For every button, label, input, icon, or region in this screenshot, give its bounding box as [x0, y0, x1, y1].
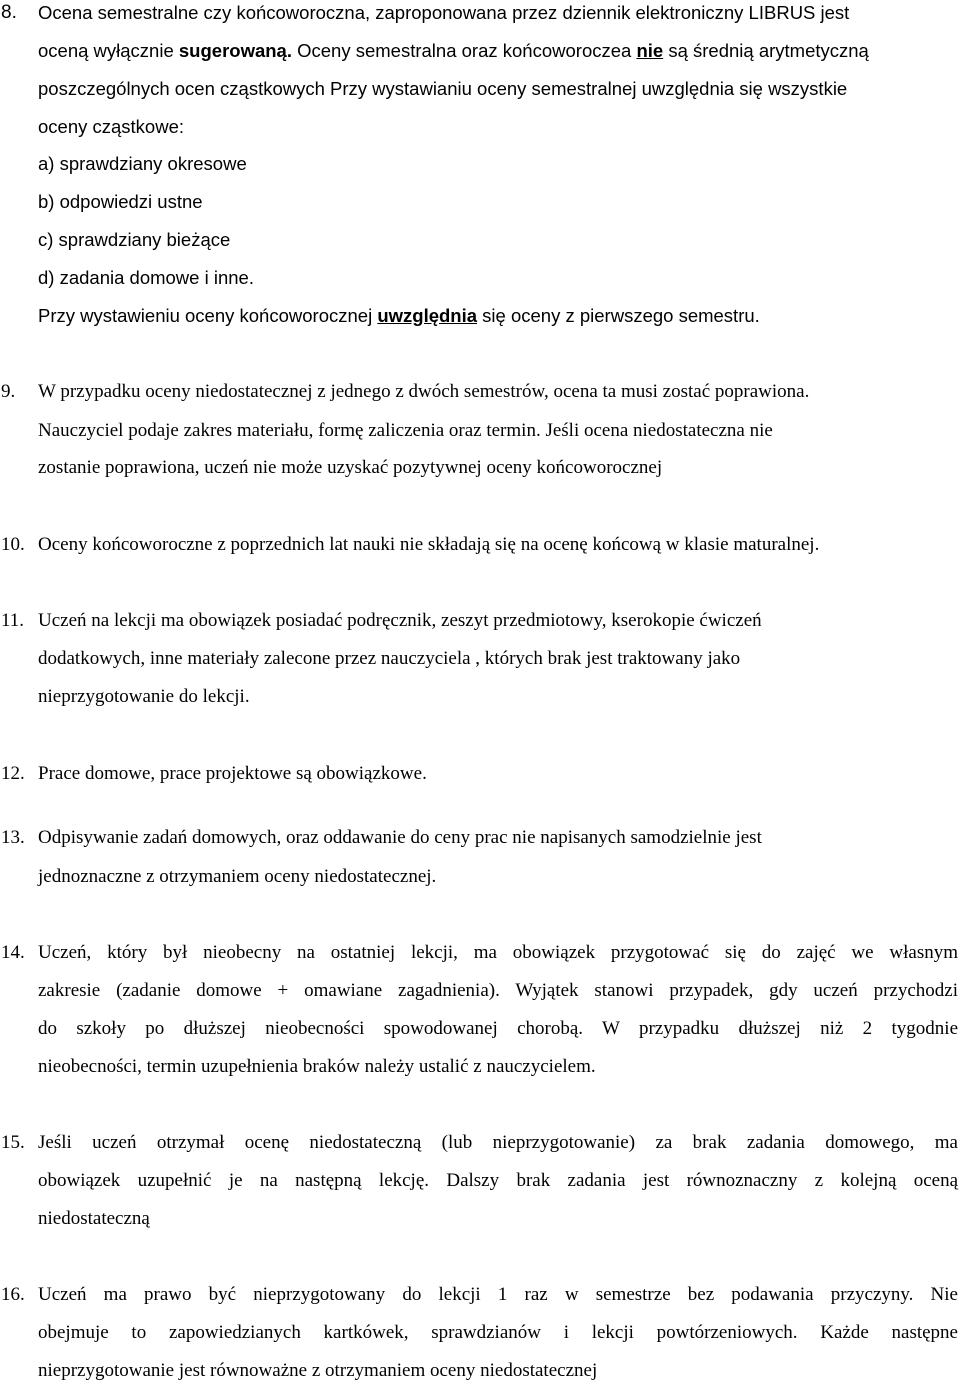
item-line: nieprzygotowanie do lekcji. [38, 686, 250, 707]
item-line: oceny cząstkowe: [38, 116, 185, 137]
item-line: Uczeń na lekcji ma obowiązek posiadać podręcznik, zeszyt przedmiotowy, kserokopie ćwiczeń [38, 610, 762, 631]
item-number: 11. [1, 610, 25, 631]
item-line: W przypadku oceny niedostatecznej z jednego z dwóch semestrów, ocena ta musi zostać poprawiona. [38, 381, 810, 402]
item-line: Nauczyciel podaje zakres materiału, formę zaliczenia oraz termin. Jeśli ocena niedostateczna nie [38, 420, 773, 441]
item-line: obejmuje to zapowiedzianych kartkówek, sprawdzianów i lekcji powtórzeniowych. Każde następne [38, 1322, 958, 1343]
text-run: Przy wystawieniu oceny końcoworocznej [38, 305, 378, 326]
item-line: Uczeń, który był nieobecny na ostatniej lekcji, ma obowiązek przygotować się do zajęć we własnym [38, 942, 958, 963]
item-line: zakresie (zadanie domowe + omawiane zagadnienia). Wyjątek stanowi przypadek, gdy uczeń przychodzi [38, 980, 958, 1001]
item-line [38, 40, 869, 62]
item-line: Odpisywanie zadań domowych, oraz oddawanie do ceny prac nie napisanych samodzielnie jest [38, 827, 762, 848]
text-run: oceną wyłącznie [38, 40, 179, 61]
item-line: Ocena semestralne czy końcoworoczna, zaproponowana przez dziennik elektroniczny LIBRUS jest [38, 2, 850, 23]
item-line: nieprzygotowanie jest równoważne z otrzymaniem oceny niedostatecznej [38, 1360, 598, 1381]
item-line: nieobecności, termin uzupełnienia braków należy ustalić z nauczycielem. [38, 1056, 596, 1077]
item-line: niedostateczną [38, 1208, 150, 1229]
text-run: się oceny z pierwszego semestru. [477, 305, 760, 326]
list-item: d) zadania domowe i inne. [38, 267, 254, 288]
item-line: Oceny końcoworoczne z poprzednich lat nauki nie składają się na ocenę końcową w klasie maturalnej. [38, 534, 820, 555]
item-line: dodatkowych, inne materiały zalecone przez nauczyciela , których brak jest traktowany jako [38, 648, 741, 669]
item-number: 10. [1, 534, 25, 555]
item-line: jednoznaczne z otrzymaniem oceny niedostatecznej. [38, 866, 437, 887]
item-line: Uczeń ma prawo być nieprzygotowany do lekcji 1 raz w semestrze bez podawania przyczyny. Nie [38, 1284, 958, 1305]
item-line: Jeśli uczeń otrzymał ocenę niedostateczną (lub nieprzygotowanie) za brak zadania domowego, ma [38, 1132, 958, 1153]
text-run: Oceny semestralna oraz końcoworoczea [291, 40, 637, 61]
item-line [38, 305, 760, 327]
item-number: 13. [1, 827, 25, 848]
item-number: 16. [1, 1284, 25, 1305]
list-item: b) odpowiedzi ustne [38, 191, 203, 212]
list-item: a) sprawdziany okresowe [38, 153, 247, 174]
text-run: są średnią arytmetyczną [663, 40, 869, 61]
emphasis-uwzglednia: uwzględnia [377, 305, 478, 326]
item-number: 8. [1, 2, 17, 23]
emphasis-sugerowana: sugerowaną. [178, 40, 292, 61]
item-line: poszczególnych ocen cząstkowych Przy wystawianiu oceny semestralnej uwzględnia się wszystkie [38, 78, 848, 99]
item-number: 9. [1, 381, 16, 402]
item-number: 12. [1, 763, 25, 784]
list-item: c) sprawdziany bieżące [38, 229, 231, 250]
emphasis-nie: nie [636, 40, 664, 61]
item-line: obowiązek uzupełnić je na następną lekcję. Dalszy brak zadania jest równoznaczny z kolejną oceną [38, 1170, 958, 1191]
item-line: do szkoły po dłuższej nieobecności spowodowanej chorobą. W przypadku dłuższej niż 2 tygodnie [38, 1018, 958, 1039]
item-line: Prace domowe, prace projektowe są obowiązkowe. [38, 763, 427, 784]
item-number: 15. [1, 1132, 25, 1153]
item-line: zostanie poprawiona, uczeń nie może uzyskać pozytywnej oceny końcoworocznej [38, 457, 663, 478]
item-number: 14. [1, 942, 25, 963]
